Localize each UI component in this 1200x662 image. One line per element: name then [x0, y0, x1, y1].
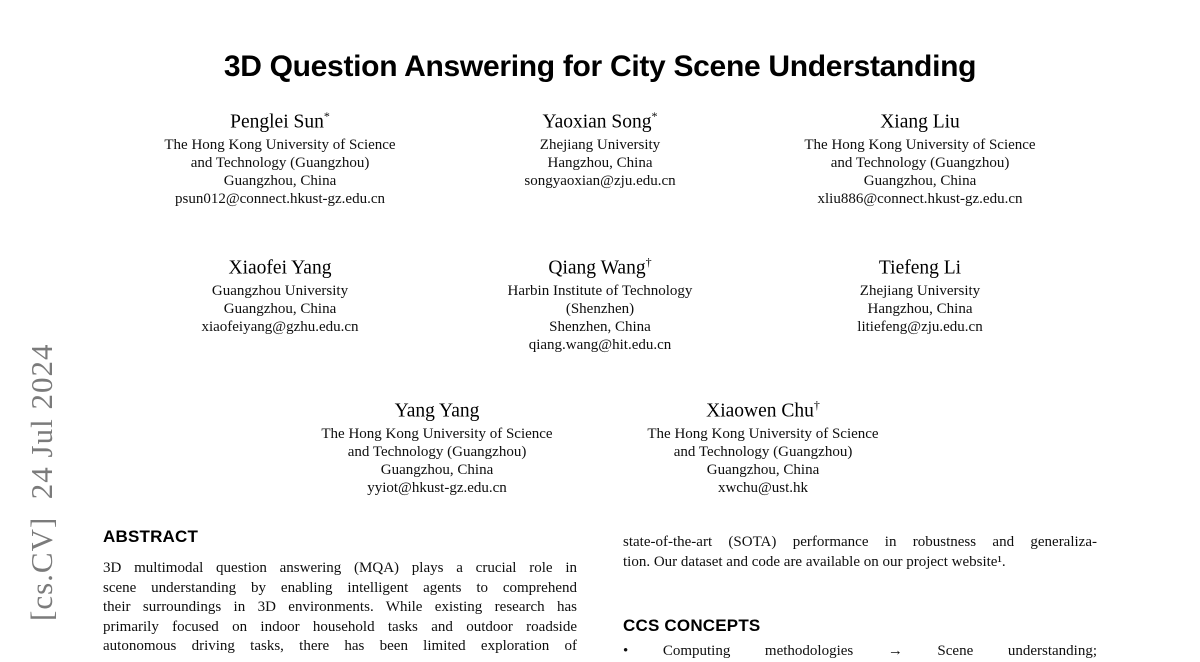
- ccs-concepts-heading: CCS CONCEPTS: [623, 616, 761, 635]
- author-affiliation: [760, 136, 1080, 208]
- abstract-text: [103, 559, 577, 657]
- author-name: Qiang Wang†: [548, 255, 652, 279]
- author-affiliation-line: (Shenzhen): [565, 300, 635, 317]
- author-name: Xiaofei Yang: [228, 257, 332, 279]
- author-block: [760, 249, 1080, 354]
- author-affiliation-line: xliu886@connect.hkust-gz.edu.cn: [817, 190, 1023, 207]
- abstract-text-line: 3D multimodal question answering (MQA) plays a crucial role in: [103, 560, 577, 576]
- author-affiliation-line: and Technology (Guangzhou): [190, 154, 370, 171]
- footnote-marker: *: [323, 109, 330, 123]
- abstract-continuation-line: tion. Our dataset and code are available on our project website¹.: [623, 553, 1006, 570]
- author-block: [120, 249, 440, 354]
- author-name: Tiefeng Li: [878, 257, 962, 279]
- author-affiliation-line: and Technology (Guangzhou): [673, 443, 853, 460]
- abstract-text-line: scene understanding by enabling intelligent agents to comprehend: [103, 579, 577, 596]
- author-affiliation-line: and Technology (Guangzhou): [830, 154, 1010, 171]
- author-affiliation: [440, 136, 760, 190]
- author-affiliation-line: Zhejiang University: [859, 282, 981, 299]
- abstract-heading: ABSTRACT: [103, 527, 199, 546]
- author-block: [282, 392, 592, 497]
- author-affiliation-line: Guangzhou, China: [380, 461, 494, 478]
- author-affiliation-line: Hangzhou, China: [867, 300, 973, 317]
- author-block: [760, 103, 1080, 208]
- author-affiliation-line: xiaofeiyang@gzhu.edu.cn: [201, 318, 359, 335]
- footnote-marker: †: [645, 255, 652, 269]
- author-affiliation-line: Shenzhen, China: [549, 318, 651, 335]
- author-name: Xiaowen Chu†: [706, 398, 820, 422]
- author-affiliation-line: Guangzhou, China: [223, 300, 337, 317]
- author-affiliation-line: Guangzhou, China: [706, 461, 820, 478]
- abstract-text-line: their surroundings in 3D environments. While existing research has: [103, 599, 577, 615]
- author-affiliation: [760, 282, 1080, 336]
- ccs-concepts-line: • Computing methodologies → Scene understanding;: [623, 643, 1097, 659]
- abstract-text-line: autonomous driving tasks, there has been limited exploration of: [103, 638, 577, 654]
- author-affiliation-line: litiefeng@zju.edu.cn: [857, 318, 983, 335]
- author-affiliation-line: songyaoxian@zju.edu.cn: [524, 172, 676, 189]
- author-affiliation-line: Guangzhou, China: [223, 172, 337, 189]
- author-affiliation: [120, 136, 440, 208]
- author-affiliation-line: The Hong Kong University of Science: [321, 425, 553, 442]
- footnote-marker: †: [813, 398, 820, 412]
- author-block: [608, 392, 918, 497]
- author-affiliation-line: The Hong Kong University of Science: [164, 136, 396, 153]
- author-affiliation-line: xwchu@ust.hk: [717, 479, 809, 496]
- author-row-2: [0, 249, 1200, 354]
- author-affiliation-line: Harbin Institute of Technology: [507, 282, 693, 299]
- author-row-1: [0, 103, 1200, 208]
- author-affiliation: [608, 425, 918, 497]
- right-column: [623, 533, 1097, 662]
- author-affiliation-line: Hangzhou, China: [547, 154, 653, 171]
- ccs-concepts-section: [623, 616, 1097, 662]
- author-affiliation-line: and Technology (Guangzhou): [347, 443, 527, 460]
- author-affiliation-line: Zhejiang University: [539, 136, 661, 153]
- author-affiliation-line: The Hong Kong University of Science: [647, 425, 879, 442]
- author-affiliation-line: The Hong Kong University of Science: [804, 136, 1036, 153]
- author-name: Yang Yang: [394, 400, 480, 422]
- footnote-marker: *: [651, 109, 658, 123]
- abstract-text-line: primarily focused on indoor household tasks and outdoor roadside: [103, 618, 577, 635]
- author-name: Penglei Sun*: [230, 109, 330, 133]
- page-title: 3D Question Answering for City Scene Understanding: [223, 50, 977, 83]
- author-block: [440, 249, 760, 354]
- abstract-section: [103, 527, 577, 657]
- author-row-3: [0, 392, 1200, 497]
- author-affiliation-line: qiang.wang@hit.edu.cn: [528, 336, 672, 353]
- author-affiliation: [440, 282, 760, 354]
- author-affiliation: [282, 425, 592, 497]
- author-block: [120, 103, 440, 208]
- author-affiliation-line: psun012@connect.hkust-gz.edu.cn: [174, 190, 385, 207]
- abstract-continuation-line: state-of-the-art (SOTA) performance in robustness and generaliza-: [623, 534, 1097, 550]
- author-affiliation-line: Guangzhou, China: [863, 172, 977, 189]
- author-affiliation-line: yyiot@hkust-gz.edu.cn: [367, 479, 507, 496]
- arxiv-watermark: [cs.CV] 24 Jul 2024: [24, 343, 59, 621]
- author-block: [440, 103, 760, 208]
- author-affiliation-line: Guangzhou University: [211, 282, 349, 299]
- author-affiliation: [120, 282, 440, 336]
- author-name: Xiang Liu: [880, 111, 960, 133]
- author-name: Yaoxian Song*: [542, 109, 658, 133]
